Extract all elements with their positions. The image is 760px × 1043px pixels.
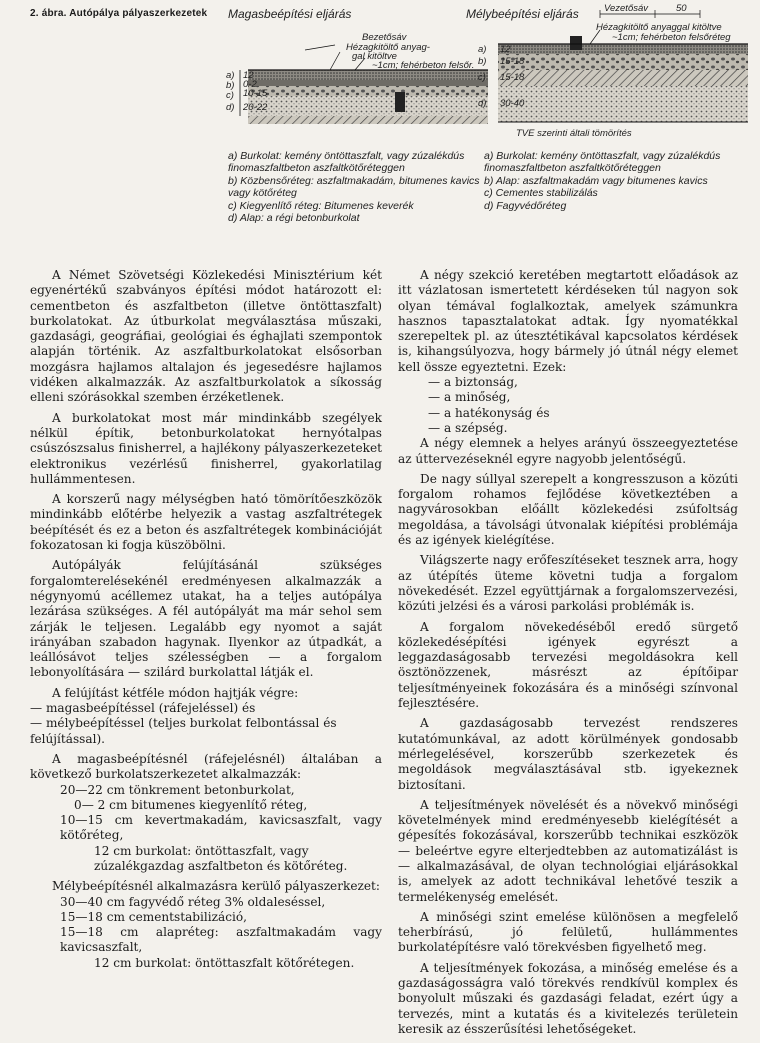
right-thick-d: 30-40 [500,98,525,109]
right-layer-c: c) [478,72,486,83]
right-thick-c: 15-18 [500,72,525,83]
paragraph: A négy elemnek a helyes arányú összeegyeztetése az úttervezéseknél egyre nagyobb jelentőségű. [398,436,738,466]
legend-item: d) Alap: a régi betonburkolat [228,212,360,225]
right-callout-2: 50 [676,3,687,14]
left-callout-3: gal kitöltve [352,51,397,62]
left-layer-b: b) [226,80,235,91]
legend-item: d) Fagyvédőréteg [484,199,567,212]
right-layer-a: a) [478,44,487,55]
legend-item: a) Burkolat: kemény öntöttaszfalt, vagy zúzalékdús finomaszfaltbeton aszfaltkötőréteggen [228,150,465,175]
pavement-figure [0,0,760,255]
left-column [30,268,382,971]
left-callout-2: Hézagkitöltő anyag- [346,42,430,53]
right-legend [484,150,754,212]
list-item: — a minőség, [428,390,511,405]
list-item: — a biztonság, [428,375,518,390]
legend-item: b) Alap: aszfaltmakadám vagy bitumenes kavics [484,174,708,187]
left-thick-c: 10-15 [243,88,268,99]
right-thick-b: 15-18 [500,56,525,67]
paragraph: A korszerű nagy mélységben ható tömörítőeszközök mindinkább előtérbe helyezik a vastag aszfaltrétegek beépítését és ez a beton és aszfaltrétegek kombinációját fokozatosan ki fogja küszöbölni. [30,492,382,553]
paragraph: A gazdaságosabb tervezést rendszeres kutatómunkával, az adott körülmények gondosabb mérlegelésével, korszerűbb szerkezetek és megoldások megválasztásával stb. igyekeznek biztosítani. [398,716,738,792]
pavement-diagram [0,0,760,150]
paragraph: A burkolatokat most már mindinkább szegélyek nélkül építik, betonburkolatokat hernyótalpas csúszószsalus finisherrel, a hajlékony pályaszerkezeteket elektronikus vezérlésű finisherrel, gyakorlatilag hullámmentesen. [30,410,382,486]
left-layer-d: d) [226,102,235,113]
right-column [398,268,738,1037]
list-item: 20—22 cm tönkrement betonburkolat, [60,782,295,797]
left-callout-4: ~1cm; fehérbeton felsőr. [372,60,475,71]
paragraph: A magasbeépítésnél (ráfejelésnél) általában a következő burkolatszerkezetet alkalmazzák: [30,751,382,782]
list-item: 12 cm burkolat: öntöttaszfalt, vagy zúzalékgazdag aszfaltbeton és kötőréteg. [94,843,348,873]
paragraph: A Német Szövetségi Közlekedési Minisztérium két egyenértékű szabványos építési módot határozott el: cementbeton és aszfaltbeton (illetve öntöttaszfalt) burkolatokat. Az útburkolat megválasztása műszaki, gazdasági, geográfiai, geológiai és éghajlati szempontok alapján történik. Az aszfaltburkolatokat elsősorban mozgásra hajlamos altalajon és jegesedésre hajlamos vidéken alkalmazzák. Az aszfaltburkolatok a síkosság elleni szórásokkal szemben érzéketlenek. [30,268,382,405]
right-callout-3: Hézagkitöltő anyaggal kitöltve [596,22,722,33]
figure-caption: 2. ábra. Autópálya pályaszerkezetek [30,8,208,19]
list-item: — a hatékonyság és [428,405,550,420]
right-layer-d: d) [478,98,487,109]
list-item: — a szépség. [428,420,508,435]
left-callout-1: Bezetősáv [362,32,407,43]
legend-item: c) Kiegyenlítő réteg: Bitumenes keverék [228,199,414,212]
paragraph: Világszerte nagy erőfeszítéseket tesznek arra, hogy az útépítés üteme követni tudja a forgalom növekedését. Ezzel együttjárnak a forgalomszervezési, közúti jelzési és a városi parkolási problémák is. [398,553,738,614]
left-layer-c: c) [226,90,234,101]
left-layer-a: a) [226,70,235,81]
right-bottom-note: TVE szerinti általi tömörítés [516,128,632,139]
right-callout-1: Vezetősáv [604,3,649,14]
list-item: 0— 2 cm bitumenes kiegyenlítő réteg, [74,797,308,812]
left-thick-a: 12 [243,70,254,81]
paragraph: Mélybeépítésnél alkalmazásra kerülő pályaszerkezet: [52,879,380,894]
left-thick-b: 0-2 [243,79,257,90]
paragraph: A teljesítmények fokozása, a minőség emelése és a gazdaságosságra való törekvés rendkívül komplex és bonyolult műszaki és gazdasági feladat, ezért úgy a tervezés, mint a kutatás és a kivitelezés területein keresik az ésszerűsítési lehetőségeket. [398,960,738,1036]
list-item: — mélybeépítéssel (teljes burkolat felbontással és felújítással). [30,716,337,746]
right-diagram-title: Mélybeépítési eljárás [466,7,579,21]
paragraph: A forgalom növekedéséből eredő sürgető közlekedésépítési igények egyrészt a leggazdaságosabb tervezési megoldásokra kell ösztönözzenek, másrészt az építőipar teljesítményeinek fokozására és a minőségi színvonal fejlesztésére. [398,619,738,711]
paragraph: A minőségi szint emelése különösen a megfelelő teherbírású, jó felületű, hullámmentes burkolatépítésre való törekvésben figyelhető meg. [398,909,738,955]
right-callout-4: ~1cm; fehérbeton felsőréteg [612,32,731,43]
paragraph: A négy szekció keretében megtartott előadások az itt vázlatosan ismertetett kérdéseken túl nagyon sok olyan témával foglalkoztak, amelyek számunkra hasznos tapasztalatokat adtak. Így nyomatékkal szerepeltek pl. az útesztétikával kapcsolatos kérdések is, kihangsúlyozva, hogy bármely jó útnál négy elemet kell össze egyeztetni. Ezek: [398,268,738,374]
paragraph: Autópályák felújításánál szükséges forgalomterelésekénél eredményesen alkalmazzák a négynyomú acéllemez utakat, ha a teljes autópálya lezárása szükséges. A fél autópályát ma már sehol sem zárják le teljesen. Legalább egy nyomot a saját irányában szabadon hagynak. Ilyenkor az útpadkát, a leállósávot teljes szélességben — a forgalom lebonyolítására — szilárd burkolattal látják el. [30,558,382,680]
paragraph: A felújítást kétféle módon hajtják végre: [52,685,299,700]
legend-item: a) Burkolat: kemény öntöttaszfalt, vagy zúzalékdús finomaszfaltbeton aszfaltkötőréteggen [484,150,721,175]
list-item: 10—15 cm kevertmakadám, kavicsaszfalt, vagy kötőréteg, [60,813,382,843]
left-legend [228,150,488,224]
left-thick-d: 20-22 [243,102,268,113]
legend-item: c) Cementes stabilizálás [484,187,598,200]
list-item: — magasbeépítéssel (ráfejeléssel) és [30,701,256,716]
right-thick-a: 12 [500,44,511,55]
right-layer-b: b) [478,56,487,67]
paragraph: A teljesítmények növelését és a növekvő minőségi követelmények mind eredményesebb kielégítését a gépesítés fokozásával, korszerűbb technikai eszközök — beleértve egyre elterjedtebben az automatizálást is — alkalmazásával, de olyan technológiai eljárásokkal is, amelyek az adott technikával lehetővé teszik a termelékenység emelését. [398,797,738,904]
list-item: 15—18 cm alapréteg: aszfaltmakadám vagy kavicsaszfalt, [60,925,382,955]
left-diagram-title: Magasbeépítési eljárás [228,7,352,21]
list-item: 12 cm burkolat: öntöttaszfalt kötőrétegen. [94,955,355,970]
list-item: 30—40 cm fagyvédő réteg 3% oldaleséssel, [60,894,326,909]
legend-item: b) Közbensőréteg: aszfaltmakadám, bitumenes kavics vagy kötőréteg [228,174,480,200]
paragraph: De nagy súllyal szerepelt a kongresszuson a közúti forgalom rohamos fejlődése következtében a nagyvárosokban előállt közlekedési zsúfoltság megoldása, a távolsági útvonalak kiépítési problémája és az igények kielégítése. [398,471,738,548]
list-item: 15—18 cm cementstabilizáció, [60,909,247,924]
